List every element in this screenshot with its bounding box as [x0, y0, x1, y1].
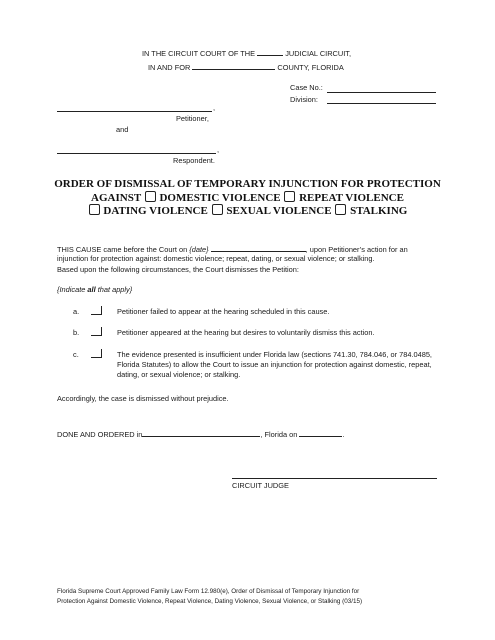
intro-line-2: injunction for protection against: domestic violence; repeat, dating, or sexual violence; or stalking. [57, 254, 375, 263]
petitioner-comma: , [213, 103, 216, 112]
title-line-2: AGAINST DOMESTIC VIOLENCE REPEAT VIOLENCE [91, 192, 404, 204]
intro-line-1: THIS CAUSE came before the Court on {date} , upon Petitioner’s action for an [57, 245, 408, 254]
hearing-date-field[interactable] [211, 243, 306, 252]
document-title: ORDER OF DISMISSAL OF TEMPORARY INJUNCTION FOR PROTECTION [54, 178, 441, 190]
court-line-1: IN THE CIRCUIT COURT OF THE JUDICIAL CIRCUIT, [142, 49, 352, 58]
respondent-name-field[interactable] [57, 153, 216, 154]
item-c-text: The evidence presented is insufficient under Florida law (sections 741.30, 784.046, or 784.0485, Florida Statutes) to allow the Court to issue an injunction for protection against domestic, repeat, dating, or sexual violence; or stalking. [117, 350, 432, 379]
division-row: Division: [290, 95, 318, 104]
and-label: and [116, 125, 129, 134]
footer-line-2: Protection Against Domestic Violence, Repeat Violence, Dating Violence, Sexual Violence, or Stalking (03/15) [57, 598, 363, 605]
item-a-letter: a. [73, 307, 80, 316]
order-date-field[interactable] [299, 428, 342, 437]
item-b-text: Petitioner appeared at the hearing but desires to voluntarily dismiss this action. [117, 328, 375, 337]
sexual-violence-checkbox[interactable] [212, 204, 223, 215]
item-b-checkbox[interactable] [91, 327, 102, 336]
division-field[interactable] [327, 103, 436, 104]
city-field[interactable] [142, 428, 260, 437]
county-field[interactable] [192, 61, 275, 70]
indicate-instruction: {Indicate all that apply} [57, 285, 133, 294]
intro-line-3: Based upon the following circumstances, the Court dismisses the Petition: [57, 265, 299, 274]
item-a-checkbox[interactable] [91, 306, 102, 315]
case-no-field[interactable] [327, 92, 436, 93]
court-line-2: IN AND FOR COUNTY, FLORIDA [148, 63, 344, 72]
item-c-checkbox[interactable] [91, 349, 102, 358]
respondent-label: Respondent. [173, 156, 215, 165]
petitioner-name-field[interactable] [57, 111, 212, 112]
case-no-row: Case No.: [290, 83, 323, 92]
title-line-3: DATING VIOLENCE SEXUAL VIOLENCE STALKING [0, 204, 495, 217]
item-b-letter: b. [73, 328, 80, 337]
dating-violence-checkbox[interactable] [89, 204, 100, 215]
judge-signature-line[interactable] [232, 478, 437, 479]
circuit-number-field[interactable] [257, 47, 283, 56]
item-a-text: Petitioner failed to appear at the hearing scheduled in this cause. [117, 307, 330, 316]
stalking-checkbox[interactable] [335, 204, 346, 215]
petitioner-label: Petitioner, [176, 114, 209, 123]
domestic-violence-checkbox[interactable] [145, 191, 156, 202]
done-and-ordered-line: DONE AND ORDERED in , Florida on . [57, 430, 345, 439]
dismissal-statement: Accordingly, the case is dismissed without prejudice. [57, 394, 229, 403]
repeat-violence-checkbox[interactable] [284, 191, 295, 202]
respondent-comma: , [217, 145, 220, 154]
item-c-letter: c. [73, 350, 79, 359]
judge-label: CIRCUIT JUDGE [232, 481, 289, 490]
footer-line-1: Florida Supreme Court Approved Family Law Form 12.980(e), Order of Dismissal of Temporary Injunction for [57, 588, 360, 595]
